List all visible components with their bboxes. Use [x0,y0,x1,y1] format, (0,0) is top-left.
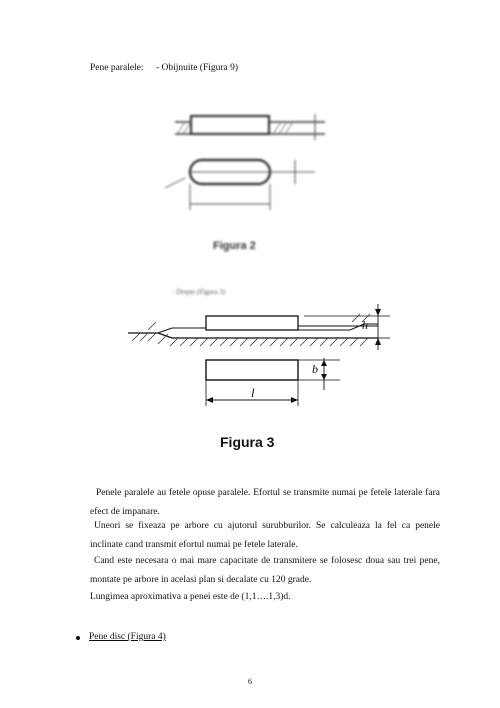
paragraph-4: Lungimea aproximativa a penei este de (1,1….1,3)d. [90,592,291,602]
figure-2-caption: Figura 2 [213,240,256,252]
figure-3-drawing [128,300,398,410]
bullet-item: Pene disc (Figura 4) [89,632,166,642]
label-h: h [362,318,368,332]
paragraph-1: Penele paralele au fetele opuse paralele. Efortul se transmite numai pe fetele laterale fara efect de impanare. [90,488,440,517]
figure-3-caption: Figura 3 [220,434,275,450]
label-b: b [312,362,318,376]
section-item: - Obijnuite (Figura 9) [156,63,239,73]
paragraph-2: Uneori se fixeaza pe arbore cu ajutorul surubburilor. Se calculeaza la fel ca penele inclinate cand transmit efortul numai pe fetele laterale. [90,521,440,550]
section-label: Pene paralele: [90,63,144,73]
bullet-dot [76,636,80,640]
paragraph-3: Cand este necesara o mai mare capacitate de transmitere se folosesc doua sau trei pene, montate pe arbore in acelasi plan si decalate cu 120 grade. [90,556,440,585]
figure-3-subtitle: - Drepte (Figura 3) [172,288,226,296]
figure-2-drawing [155,100,335,210]
label-l: l [251,385,255,400]
page-number: 6 [248,677,252,686]
